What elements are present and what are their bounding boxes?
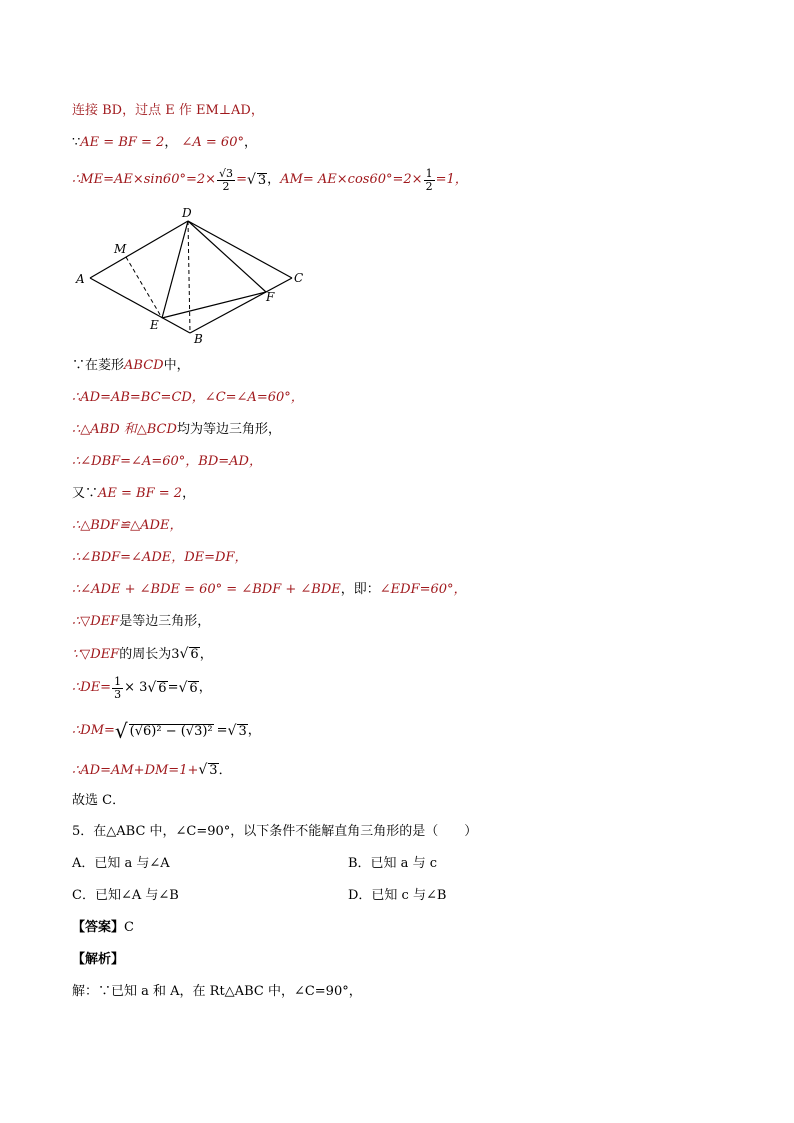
fraction: [424, 168, 435, 193]
text: ∴∠BDF=∠ADE，DE=DF，: [72, 550, 248, 565]
text: ∴▽DEF: [72, 614, 120, 629]
option-A: A．已知 a 与∠A: [72, 856, 170, 871]
text: ∵▽DEF: [72, 647, 120, 662]
solution-line-14: [72, 670, 212, 706]
label-C: C: [294, 271, 304, 285]
text: =: [216, 723, 228, 738]
text: ∠A = 60°: [181, 135, 244, 150]
radical-sign: √: [114, 719, 128, 743]
text: 的周长为: [119, 647, 172, 662]
denominator: 3: [114, 687, 122, 701]
radical-sign: √: [179, 646, 189, 662]
answer-label: 【答案】: [72, 920, 125, 935]
solution-line-2: [72, 134, 257, 152]
text: ，: [182, 486, 196, 501]
segment-DF: [188, 221, 266, 292]
text: 中，: [163, 358, 190, 373]
text: AE = BF = 2: [80, 135, 165, 150]
solution-line-7: [72, 453, 262, 471]
solution-line-8: [72, 485, 195, 503]
solution-start-line: [72, 983, 362, 1001]
text: ∴AD=AB=BC=CD，∠C=∠A=60°，: [72, 390, 304, 405]
denominator: 2: [222, 179, 230, 193]
text: ∴∠DBF=∠A=60°，BD=AD，: [72, 454, 262, 469]
solution-line-15: [72, 716, 261, 746]
text: × 3: [124, 680, 148, 695]
text: 是等边三角形，: [119, 614, 211, 629]
radical-sign: √: [178, 680, 188, 696]
solution-line-10: [72, 549, 248, 567]
text: 连接 BD，过点 E 作 EM⊥AD，: [72, 103, 264, 118]
option-C: C．已知∠A 与∠B: [72, 888, 179, 903]
analysis-label: 【解析】: [72, 952, 125, 967]
radical-sign: √: [246, 172, 256, 188]
label-B: B: [194, 332, 203, 346]
text: AE = BF = 2: [98, 486, 183, 501]
text: ∴ME=AE×sin60°=2×: [72, 172, 217, 187]
text: ，: [199, 647, 213, 662]
segment-CB: [190, 278, 292, 333]
text: ，即：: [340, 582, 380, 597]
text: ∴∠ADE + ∠BDE = 60° = ∠BDF + ∠BDE: [72, 582, 341, 597]
radicand: 6: [190, 647, 199, 662]
text: =1，: [435, 172, 468, 187]
radicand: 3: [209, 763, 218, 778]
denominator: 2: [425, 179, 433, 193]
solution-line-3: [72, 162, 468, 198]
text: 均为等边三角形，: [176, 422, 281, 437]
numerator: √3: [219, 166, 234, 180]
text: ，: [247, 723, 261, 738]
text: ∵在菱形: [72, 358, 125, 373]
text: 解：∵已知 a 和 A，在 Rt△ABC 中，∠C=90°，: [72, 984, 362, 999]
radicand: (√6)² − (√3)²: [129, 723, 213, 739]
question-5: [72, 823, 477, 841]
numerator: 1: [425, 166, 433, 180]
answer-line: [72, 919, 134, 937]
segment-AD: [90, 221, 188, 278]
solution-line-13: [72, 645, 213, 664]
text: ∴DE=: [72, 680, 112, 695]
solution-line-16: [72, 761, 232, 780]
text: AM= AE×cos60°=2×: [280, 172, 423, 187]
answer-value: C: [124, 920, 134, 935]
fraction: [217, 168, 235, 193]
text: ABCD: [124, 358, 164, 373]
label-F: F: [266, 290, 275, 304]
segment-DE: [162, 221, 188, 318]
segment-BD-dashed: [188, 221, 190, 333]
radicand: 3: [257, 172, 267, 188]
solution-line-9: [72, 517, 182, 535]
text: 故选 C．: [72, 793, 126, 808]
label-D: D: [182, 206, 192, 220]
text: ，: [164, 135, 178, 150]
text: ∴△BDF≌△ADE，: [72, 518, 183, 533]
text: ∴DM=: [72, 723, 115, 738]
text: =: [236, 172, 247, 187]
solution-line-1: [72, 102, 264, 120]
label-M: M: [114, 242, 127, 256]
segment-EF: [162, 292, 266, 318]
radicand: 3: [238, 723, 247, 739]
rhombus-figure: [70, 203, 310, 348]
radicand: 6: [158, 680, 167, 696]
solution-line-4: [72, 357, 190, 375]
text: ∠EDF=60°，: [379, 582, 467, 597]
solution-line-5: [72, 389, 304, 407]
text: ，: [267, 172, 281, 187]
text: ∴△ABD 和△BCD: [72, 422, 177, 437]
solution-line-12: [72, 613, 210, 631]
solution-line-17: [72, 792, 125, 810]
radical-sign: √: [147, 680, 157, 696]
option-B: B．已知 a 与 c: [348, 856, 437, 871]
question-text: 5．在△ABC 中，∠C=90°，以下条件不能解直角三角形的是（ ）: [72, 824, 478, 839]
solution-line-11: [72, 581, 467, 599]
text: ∴AD=AM+DM=1+: [72, 763, 199, 778]
radicand: 6: [189, 680, 198, 696]
radical-sign: √: [227, 723, 237, 739]
numerator: 1: [114, 674, 122, 688]
text: =: [167, 680, 179, 695]
text: ．: [218, 763, 232, 778]
analysis-line: [72, 951, 124, 969]
segment-EM-dashed: [126, 257, 162, 318]
text: 3: [171, 647, 180, 662]
because-symbol: ∵: [72, 135, 81, 150]
label-A: A: [76, 272, 85, 286]
segment-DC: [188, 221, 292, 278]
radical-sign: √: [198, 762, 208, 778]
fraction: [112, 676, 123, 701]
option-D: D．已知 c 与∠B: [348, 888, 447, 903]
solution-line-6: [72, 421, 281, 439]
text: 又∵: [72, 486, 99, 501]
segment-AB: [90, 278, 190, 333]
text: ，: [198, 680, 212, 695]
text: ，: [243, 135, 257, 150]
label-E: E: [150, 318, 159, 332]
